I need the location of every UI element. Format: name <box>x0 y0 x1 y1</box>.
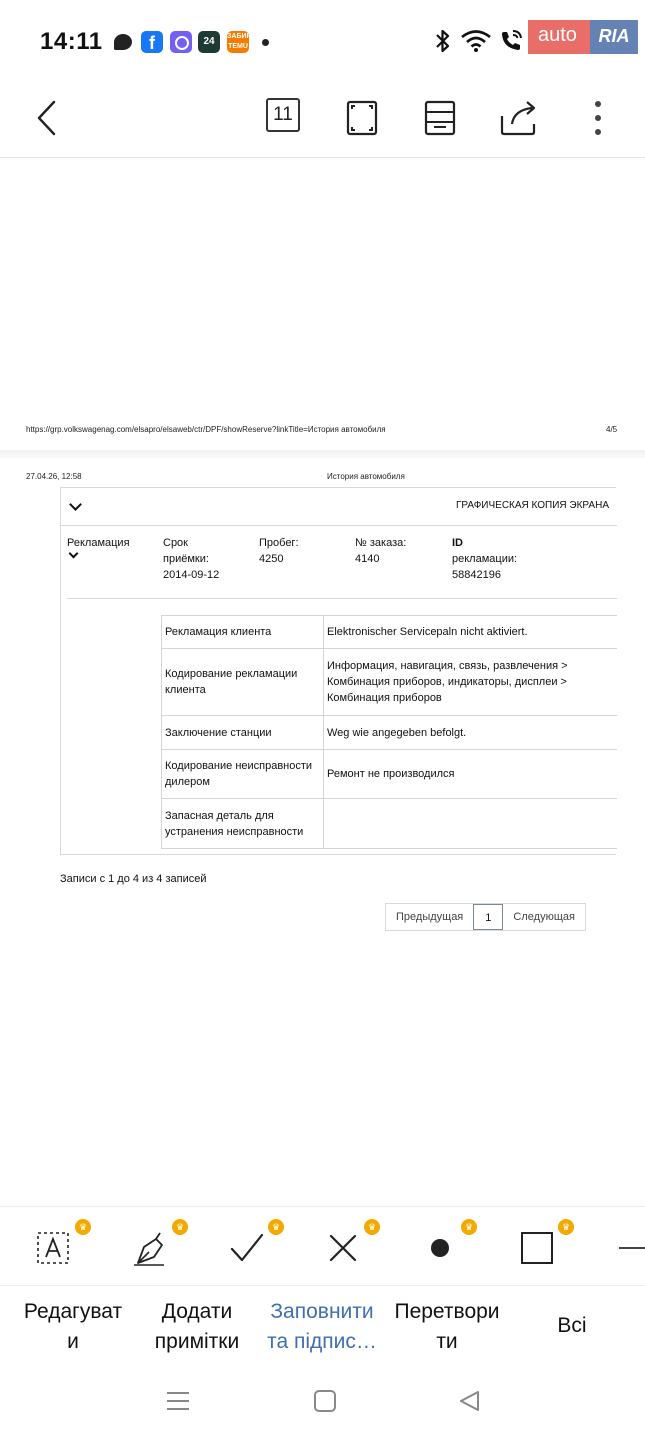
premium-badge-icon: ♛ <box>558 1219 574 1235</box>
order-value: 4140 <box>355 553 380 565</box>
summary-order <box>355 535 406 567</box>
detail-key: Запасная деталь для устранения неисправности <box>162 799 324 849</box>
detail-value: Weg wie angegeben befolgt. <box>324 716 618 750</box>
premium-badge-icon: ♛ <box>268 1219 284 1235</box>
card-caption: ГРАФИЧЕСКАЯ КОПИЯ ЭКРАНА <box>455 500 609 511</box>
prev-page-button[interactable]: Предыдущая <box>396 911 464 923</box>
system-nav-bar <box>0 1370 645 1440</box>
recent-apps-icon[interactable] <box>164 1388 192 1414</box>
page-header-title: История автомобиля <box>327 472 405 481</box>
tab-convert-label: Перетвори <box>394 1300 500 1323</box>
id-label-2: рекламации: <box>452 553 518 565</box>
tab-add-notes[interactable] <box>138 1297 256 1357</box>
page-footer-number: 4/5 <box>606 425 618 434</box>
tab-convert[interactable] <box>386 1297 508 1357</box>
tab-convert-label-2: ти <box>436 1330 458 1353</box>
watermark-ria: RIA <box>590 20 638 54</box>
tab-add-notes-label-2: примітки <box>154 1330 240 1353</box>
fullscreen-icon[interactable] <box>338 94 386 142</box>
wifi-icon <box>460 29 492 53</box>
mileage-value: 4250 <box>259 553 284 565</box>
premium-badge-icon: ♛ <box>75 1219 91 1235</box>
facebook-icon: f <box>141 31 163 53</box>
page-footer-url: https://grp.volkswagenag.com/elsapro/elsaweb/ctr/DPF/showReserve?linkTitle=История автомобиля <box>26 425 386 434</box>
tab-fill-sign-label-2: та підпис… <box>267 1330 377 1353</box>
premium-badge-icon: ♛ <box>172 1219 188 1235</box>
check-icon[interactable] <box>220 1219 274 1275</box>
detail-value: Ремонт не производился <box>324 750 618 799</box>
bluetooth-icon <box>434 28 452 54</box>
divider <box>67 598 617 599</box>
tab-edit-label-2: и <box>67 1330 79 1353</box>
table-row <box>162 616 618 649</box>
id-label: ID <box>452 537 463 549</box>
autoria-watermark <box>528 20 638 54</box>
records-count: Записи с 1 до 4 из 4 записей <box>60 873 207 885</box>
detail-key: Рекламация клиента <box>162 616 324 649</box>
table-row <box>162 716 618 750</box>
detail-value: Elektronischer Servicepaln nicht aktiviert. <box>324 616 618 649</box>
more-notifications-icon <box>262 39 269 46</box>
id-value: 58842196 <box>452 569 501 581</box>
rectangle-icon[interactable] <box>510 1219 564 1275</box>
tab-add-notes-label: Додати <box>161 1300 233 1323</box>
home-icon[interactable] <box>312 1388 338 1414</box>
summary-acceptance <box>163 535 219 583</box>
summary-complaint <box>67 535 130 551</box>
share-icon[interactable] <box>496 94 544 142</box>
summary-mileage <box>259 535 299 567</box>
complaint-label: Рекламация <box>67 537 130 549</box>
status-bar <box>0 0 645 80</box>
table-row <box>162 649 618 716</box>
current-page-button[interactable]: 1 <box>473 904 503 930</box>
chat-icon <box>114 34 132 50</box>
document-viewport[interactable] <box>0 159 645 1206</box>
detail-key: Кодирование рекламации клиента <box>162 649 324 716</box>
cross-icon[interactable] <box>316 1219 370 1275</box>
table-row <box>162 750 618 799</box>
order-label: № заказа: <box>355 537 407 549</box>
viber-icon <box>170 31 192 53</box>
tab-edit[interactable] <box>14 1297 132 1357</box>
annotation-toolbar <box>0 1206 645 1286</box>
24-icon: 24 <box>198 31 220 53</box>
back-nav-icon[interactable] <box>456 1388 484 1414</box>
text-box-icon[interactable] <box>28 1219 82 1275</box>
detail-value <box>324 799 618 849</box>
premium-badge-icon: ♛ <box>461 1219 477 1235</box>
tab-edit-label: Редагуват <box>23 1300 123 1323</box>
reading-mode-icon[interactable] <box>416 94 464 142</box>
dot-icon[interactable] <box>413 1219 467 1275</box>
status-time: 14:11 <box>40 28 103 55</box>
detail-key: Заключение станции <box>162 716 324 750</box>
page-header-date: 27.04.26, 12:58 <box>26 472 82 481</box>
more-icon[interactable] <box>574 94 622 142</box>
mileage-label: Пробег: <box>259 537 299 549</box>
viewer-toolbar <box>0 80 645 158</box>
acceptance-label: Срок <box>163 537 188 549</box>
detail-key: Кодирование неисправности дилером <box>162 750 324 799</box>
bottom-tabs <box>0 1287 645 1367</box>
back-icon[interactable] <box>24 94 72 142</box>
table-row <box>162 799 618 849</box>
summary-id <box>452 535 517 583</box>
acceptance-label-2: приёмки: <box>163 553 209 565</box>
acceptance-value: 2014-09-12 <box>163 569 220 581</box>
tab-all[interactable] <box>532 1311 612 1341</box>
premium-badge-icon: ♛ <box>364 1219 380 1235</box>
next-page-button[interactable]: Следующая <box>513 911 575 923</box>
page-separator <box>0 450 645 458</box>
complaint-card <box>60 487 616 855</box>
page-count-button[interactable]: 11 <box>266 98 300 132</box>
chevron-down-icon[interactable] <box>69 498 82 511</box>
pagination <box>385 903 586 931</box>
tab-all-label: Всі <box>557 1314 587 1337</box>
temu-icon: ЗАБИР ТЕМU <box>227 31 249 53</box>
tab-fill-sign[interactable] <box>262 1297 382 1357</box>
detail-value: Информация, навигация, связь, развлечения > Комбинация приборов, индикаторы, дисплеи > Комбинация приборов <box>324 649 618 716</box>
wifi-call-icon <box>498 28 524 54</box>
complaint-details-table <box>161 615 617 849</box>
line-icon[interactable] <box>605 1219 645 1275</box>
card-header <box>61 488 617 526</box>
pen-icon[interactable] <box>124 1219 178 1275</box>
watermark-auto: auto <box>528 20 590 54</box>
tab-fill-sign-label: Заповнити <box>270 1300 374 1323</box>
